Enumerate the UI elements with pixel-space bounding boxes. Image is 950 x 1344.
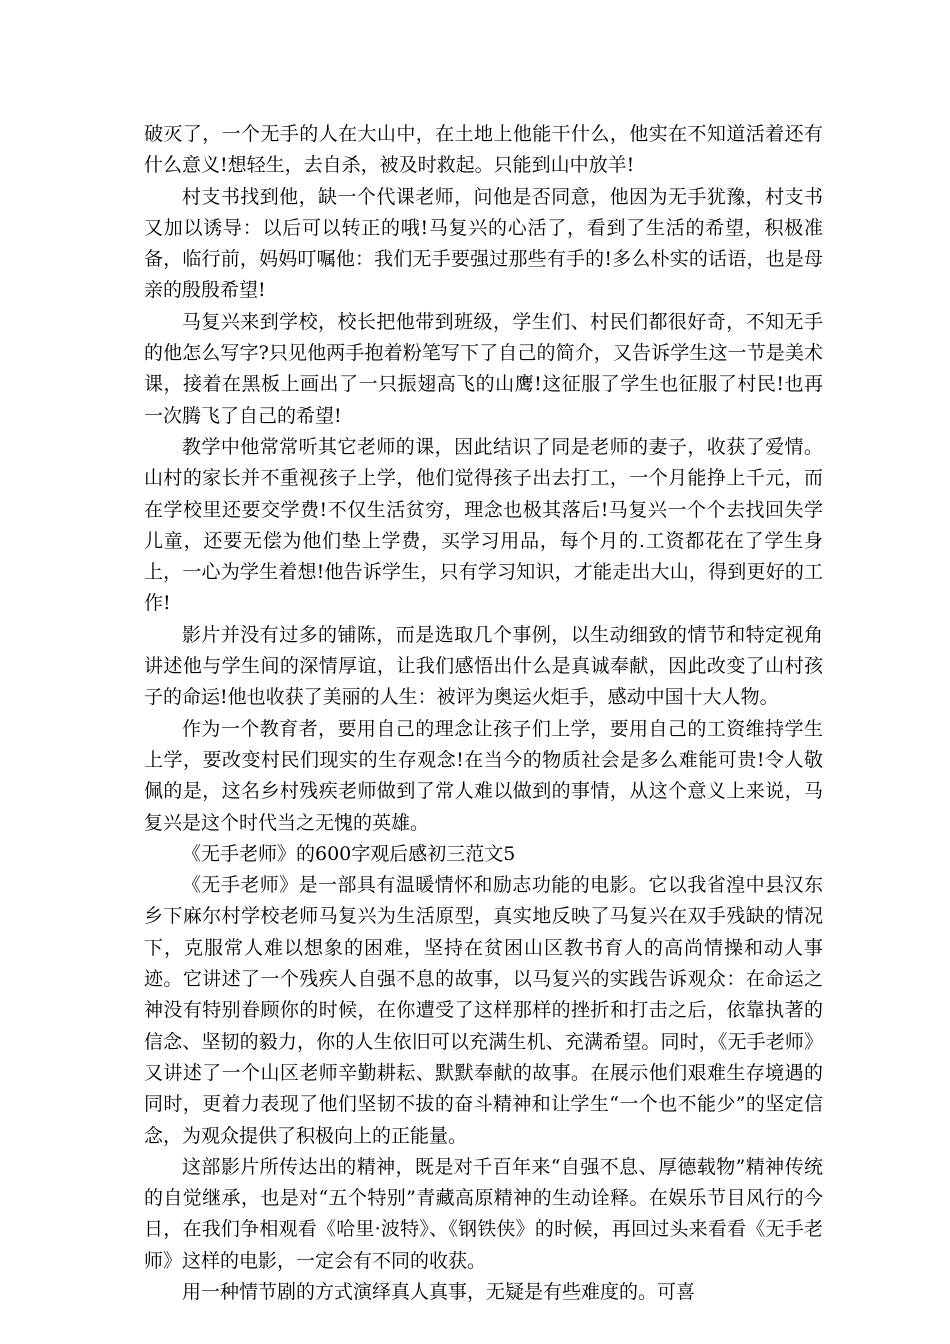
paragraph-5: 影片并没有过多的铺陈，而是选取几个事例，以生动细致的情节和特定视角讲述他与学生间的深情厚谊，让我们感悟出什么是真诚奉献，因此改变了山村孩子的命运!他也收获了美丽的人生：被评为奥运火炬手，感动中国十大人物。 (144, 623, 823, 709)
paragraph-2: 村支书找到他，缺一个代课老师，问他是否同意，他因为无手犹豫，村支书又加以诱导：以后可以转正的哦!马复兴的心活了，看到了生活的希望，积极准备，临行前，妈妈叮嘱他：我们无手要强过那些有手的!多么朴实的话语，也是母亲的殷殷希望! (144, 185, 823, 302)
paragraph-1: 破灭了，一个无手的人在大山中，在土地上他能干什么，他实在不知道活着还有什么意义!想轻生，去自杀，被及时救起。只能到山中放羊! (144, 123, 823, 177)
section-paragraph-1: 《无手老师》是一部具有温暖情怀和励志功能的电影。它以我省湟中县汉东乡下麻尔村学校老师马复兴为生活原型，真实地反映了马复兴在双手残缺的情况下，克服常人难以想象的困难，坚持在贫困山区教书育人的高尚情操和动人事迹。它讲述了一个残疾人自强不息的故事，以马复兴的实践告诉观众：在命运之神没有特别眷顾你的时候，在你遭受了这样那样的挫折和打击之后，依靠执著的信念、坚韧的毅力，你的人生依旧可以充满生机、充满希望。同时，《无手老师》又讲述了一个山区老师辛勤耕耘、默默奉献的故事。在展示他们艰难生存境遇的同时，更着力表现了他们坚韧不拔的奋斗精神和让学生“一个也不能少”的坚定信念，为观众提供了积极向上的正能量。 (144, 874, 823, 1147)
paragraph-3: 马复兴来到学校，校长把他带到班级，学生们、村民们都很好奇，不知无手的他怎么写字?只见他两手抱着粉笔写下了自己的简介，又告诉学生这一节是美术课，接着在黑板上画出了一只振翅高飞的山鹰!这征服了学生也征服了村民!也再一次腾飞了自己的希望! (144, 310, 823, 427)
section-paragraph-3: 用一种情节剧的方式演绎真人真事，无疑是有些难度的。可喜 (182, 1280, 696, 1303)
document-page (144, 119, 823, 1308)
paragraph-4: 教学中他常常听其它老师的课，因此结识了同是老师的妻子，收获了爱情。山村的家长并不重视孩子上学，他们觉得孩子出去打工，一个月能挣上千元，而在学校里还要交学费!不仅生活贫穷，理念也极其落后!马复兴一个个去找回失学儿童，还要无偿为他们垫上学费，买学习用品，每个月的.工资都花在了学生身上，一心为学生着想!他告诉学生，只有学习知识，才能走出大山，得到更好的工作! (144, 435, 823, 615)
section-paragraph-2: 这部影片所传达出的精神，既是对千百年来“自强不息、厚德载物”精神传统的自觉继承，也是对“五个特别”青藏高原精神的生动诠释。在娱乐节目风行的今日，在我们争相观看《哈里·波特》、《钢铁侠》的时候，再回过头来看看《无手老师》这样的电影，一定会有不同的收获。 (144, 1155, 823, 1272)
section-title: 《无手老师》的600字观后感初三范文5 (182, 842, 516, 865)
paragraph-6: 作为一个教育者，要用自己的理念让孩子们上学，要用自己的工资维持学生上学，要改变村民们现实的生存观念!在当今的物质社会是多么难能可贵!令人敬佩的是，这名乡村残疾老师做到了常人难以做到的事情，从这个意义上来说，马复兴是这个时代当之无愧的英雄。 (144, 717, 823, 834)
